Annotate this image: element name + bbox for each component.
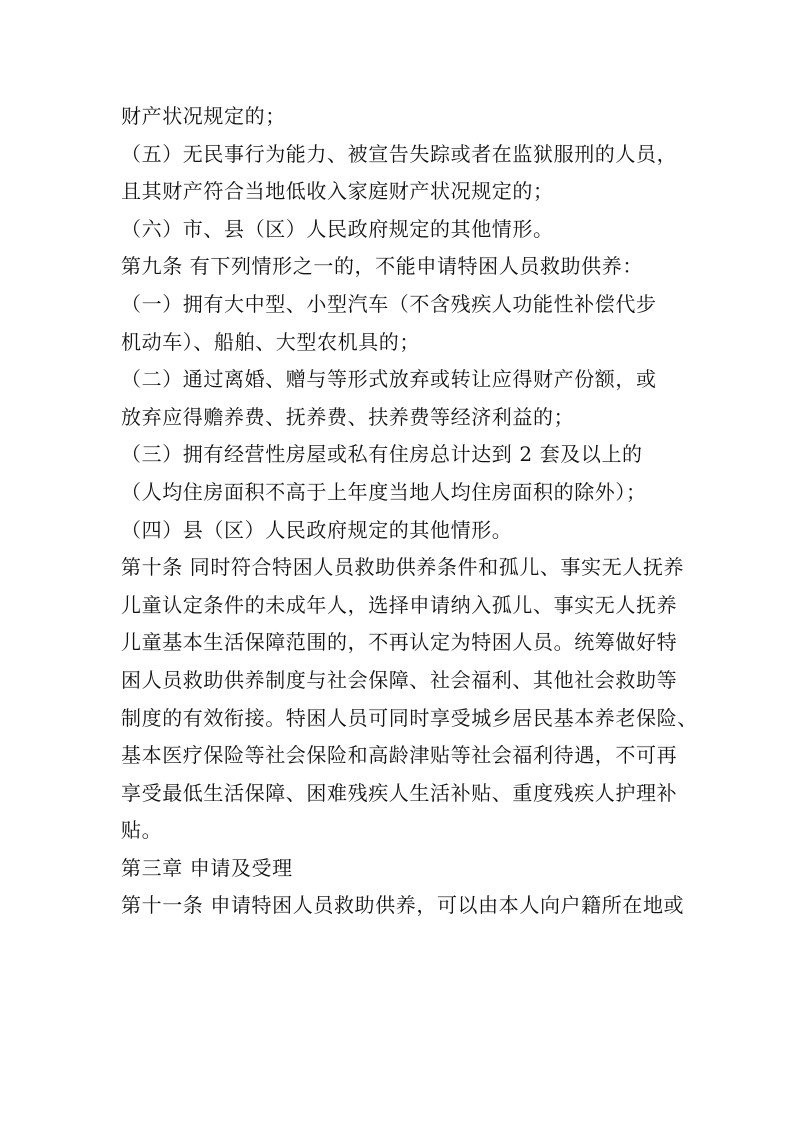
text-line: 儿童认定条件的未成年人，选择申请纳入孤儿、事实无人抚养	[121, 592, 678, 617]
text-line: 基本医疗保险等社会保险和高龄津贴等社会福利待遇，不可再	[121, 743, 678, 768]
text-line: 儿童基本生活保障范围的，不再认定为特困人员。统筹做好特	[121, 630, 678, 655]
text-line: 财产状况规定的；	[121, 104, 286, 128]
article-heading-line: 第十条 同时符合特困人员救助供养条件和孤儿、事实无人抚养	[121, 555, 685, 580]
text-line: （五）无民事行为能力、被宣告失踪或者在监狱服刑的人员，	[121, 141, 678, 166]
text-line: （三）拥有经营性房屋或私有住房总计达到 2 套及以上的	[121, 442, 643, 467]
text-line: 享受最低生活保障、困难残疾人生活补贴、重度残疾人护理补	[121, 780, 678, 805]
text-line: 制度的有效衔接。特困人员可同时享受城乡居民基本养老保险、	[121, 705, 698, 730]
text-line: （四）县（区）人民政府规定的其他情形。	[121, 517, 513, 542]
chapter-heading-line: 第三章 申请及受理	[121, 855, 293, 880]
text-line: 困人员救助供养制度与社会保障、社会福利、其他社会救助等	[121, 667, 678, 692]
text-line: （二）通过离婚、赠与等形式放弃或转让应得财产份额，或	[121, 367, 657, 392]
text-line: 贴。	[121, 818, 163, 843]
document-body	[121, 98, 696, 925]
text-line: （六）市、县（区）人民政府规定的其他情形。	[121, 216, 554, 241]
text-line: 且其财产符合当地低收入家庭财产状况规定的；	[121, 179, 554, 204]
text-line: （人均住房面积不高于上年度当地人均住房面积的除外）；	[121, 479, 647, 504]
text-line: 放弃应得赡养费、抚养费、扶养费等经济利益的；	[121, 404, 575, 429]
text-line: （一）拥有大中型、小型汽车（不含残疾人功能性补偿代步	[121, 291, 657, 316]
article-heading-line: 第十一条 申请特困人员救助供养，可以由本人向户籍所在地或	[121, 893, 685, 918]
text-line: 机动车）、船舶、大型农机具的；	[121, 329, 420, 354]
article-heading-line: 第九条 有下列情形之一的，不能申请特困人员救助供养：	[121, 254, 643, 279]
